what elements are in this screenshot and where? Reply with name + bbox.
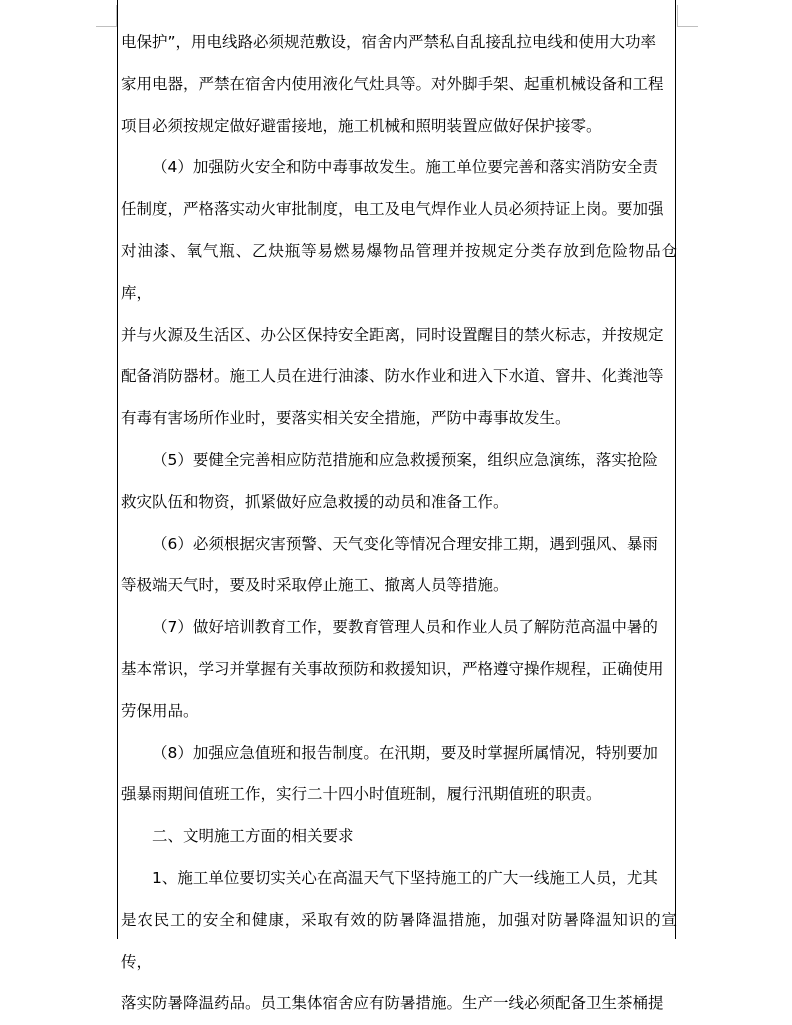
text-line: 配备消防器材。施工人员在进行油漆、防水作业和进入下水道、窨井、化粪池等 bbox=[121, 367, 664, 386]
text-line: 任制度，严格落实动火审批制度，电工及电气焊作业人员必须持证上岗。要加强 bbox=[121, 200, 664, 219]
paragraph-item-5 bbox=[121, 440, 677, 524]
text-line: （7）做好培训教育工作，要教育管理人员和作业人员了解防范高温中暑的 bbox=[152, 618, 658, 637]
text-line: （4）加强防火安全和防中毒事故发生。施工单位要完善和落实消防安全责 bbox=[152, 158, 658, 177]
text-line: 二、文明施工方面的相关要求 bbox=[152, 827, 354, 846]
text-line: 项目必须按规定做好避雷接地，施工机械和照明装置应做好保护接零。 bbox=[121, 116, 602, 135]
paragraph-section-2-item-1 bbox=[121, 858, 677, 1025]
text-line: （6）必须根据灾害预警、天气变化等情况合理安排工期，遇到强风、暴雨 bbox=[152, 534, 658, 553]
paragraph-electrical-safety bbox=[121, 22, 677, 147]
text-line: 对油漆、氧气瓶、乙炔瓶等易燃易爆物品管理并按规定分类存放到危险物品仓库， bbox=[121, 241, 677, 302]
text-line: 是农民工的安全和健康，采取有效的防暑降温措施，加强对防暑降温知识的宣传， bbox=[121, 910, 677, 971]
text-line: 救灾队伍和物资，抓紧做好应急救援的动员和准备工作。 bbox=[121, 492, 509, 511]
paragraph-item-8 bbox=[121, 733, 677, 817]
text-line: 基本常识，学习并掌握有关事故预防和救援知识，严格遵守操作规程，正确使用 bbox=[121, 659, 664, 678]
text-line: （5）要健全完善相应防范措施和应急救援预案，组织应急演练，落实抢险 bbox=[152, 450, 658, 469]
text-line: （8）加强应急值班和报告制度。在汛期，要及时掌握所属情况，特别要加 bbox=[152, 743, 658, 762]
page-corner-mark-vertical-right bbox=[677, 5, 678, 27]
paragraph-item-7 bbox=[121, 607, 677, 732]
page-corner-mark-horizontal-right bbox=[677, 26, 698, 27]
text-line: 并与火源及生活区、办公区保持安全距离，同时设置醒目的禁火标志，并按规定 bbox=[121, 325, 664, 344]
text-line: 等极端天气时，要及时采取停止施工、撤离人员等措施。 bbox=[121, 576, 509, 595]
text-line: 强暴雨期间值班工作，实行二十四小时值班制，履行汛期值班的职责。 bbox=[121, 785, 602, 804]
section-heading-civilized-construction bbox=[121, 816, 677, 858]
page-corner-mark-horizontal bbox=[96, 26, 117, 27]
text-line: 有毒有害场所作业时，要落实相关安全措施，严防中毒事故发生。 bbox=[121, 409, 571, 428]
text-line: 劳保用品。 bbox=[121, 701, 199, 720]
paragraph-item-6 bbox=[121, 524, 677, 608]
text-line: 家用电器，严禁在宿舍内使用液化气灶具等。对外脚手架、起重机械设备和工程 bbox=[121, 74, 664, 93]
document-body bbox=[121, 22, 677, 1025]
text-line: 1、施工单位要切实关心在高温天气下坚持施工的广大一线施工人员，尤其 bbox=[152, 868, 658, 887]
paragraph-item-4 bbox=[121, 147, 677, 440]
text-line: 电保护”，用电线路必须规范敷设，宿舍内严禁私自乱接乱拉电线和使用大功率 bbox=[121, 33, 657, 51]
text-line: 落实防暑降温药品。员工集体宿舍应有防暑措施。生产一线必须配备卫生茶桶提 bbox=[121, 994, 664, 1013]
